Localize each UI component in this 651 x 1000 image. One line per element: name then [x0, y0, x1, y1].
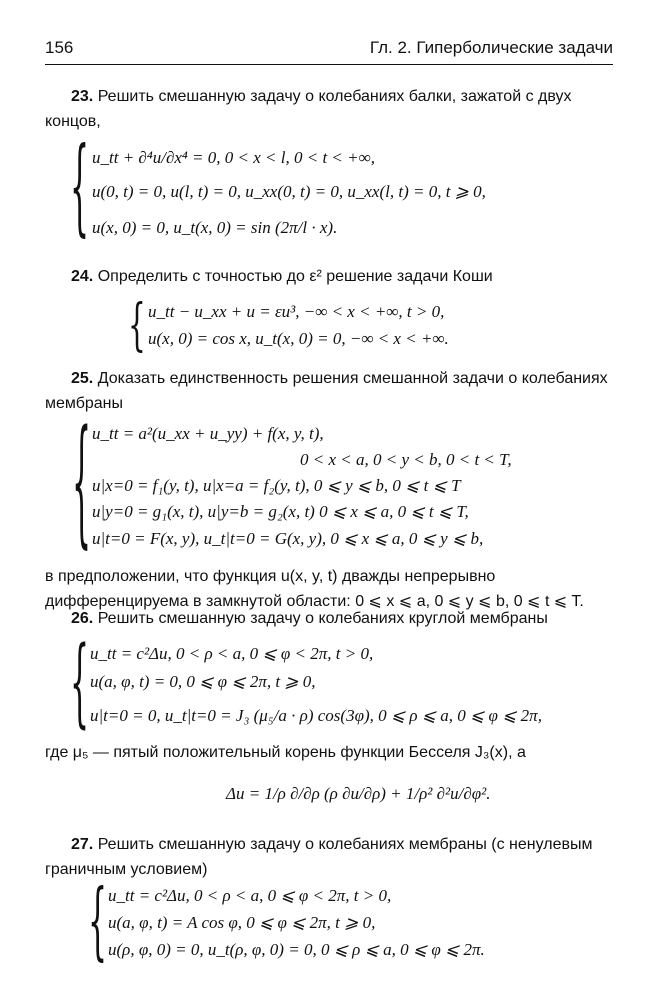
system-brace: { [70, 628, 90, 741]
problem-26-statement [45, 606, 613, 631]
equation-line: u|x=0 = f₁(y, t), u|x=a = f₂(y, t), 0 ⩽ y ⩽ b, 0 ⩽ t ⩽ T [92, 476, 461, 495]
equation-line: u_tt = c²Δu, 0 < ρ < a, 0 ⩽ φ < 2π, t > 0, [90, 644, 374, 663]
equation-line: u|t=0 = 0, u_t|t=0 = J₃ (μ₅/a · ρ) cos(3φ), 0 ⩽ ρ ⩽ a, 0 ⩽ φ ⩽ 2π, [90, 706, 542, 725]
problem-number: 25. [71, 370, 94, 387]
equation-line: u(ρ, φ, 0) = 0, u_t(ρ, φ, 0) = 0, 0 ⩽ ρ ⩽ a, 0 ⩽ φ ⩽ 2π. [108, 940, 485, 959]
problem-25-condition: в предположении, что функция u(x, y, t) дважды непрерывно дифференцируема в замкнутой области: 0 ⩽ x ⩽ a, 0 ⩽ y ⩽ b, 0 ⩽ t ⩽ T. [45, 568, 584, 610]
problem-23-system [70, 127, 630, 250]
problem-24-statement [45, 264, 613, 289]
equation-line: u|t=0 = F(x, y), u_t|t=0 = G(x, y), 0 ⩽ x ⩽ a, 0 ⩽ y ⩽ b, [92, 529, 484, 548]
chapter-title: Гл. 2. Гиперболические задачи [369, 38, 613, 57]
problem-text: Решить смешанную задачу о колебаниях круглой мембраны [97, 610, 548, 627]
system-brace: { [88, 873, 108, 972]
problem-number: 24. [71, 268, 94, 285]
system-brace: { [128, 292, 146, 358]
problem-number: 27. [71, 836, 94, 853]
problem-text: Доказать единственность решения смешанной задачи о колебаниях мембраны [45, 370, 608, 412]
problem-27-statement [45, 832, 613, 882]
equation-line: u_tt − u_xx + u = εu³, −∞ < x < +∞, t > 0, [148, 302, 445, 321]
equation-line: u(x, 0) = cos x, u_t(x, 0) = 0, −∞ < x < +∞. [148, 329, 449, 348]
problem-number: 23. [71, 88, 94, 105]
equation-line: u(x, 0) = 0, u_t(x, 0) = sin (2π/l · x). [92, 218, 338, 237]
problem-number: 26. [71, 610, 94, 627]
header-rule [45, 64, 613, 65]
page-number: 156 [45, 38, 74, 57]
equation-line: u_tt = c²Δu, 0 < ρ < a, 0 ⩽ φ < 2π, t > 0, [108, 886, 392, 905]
laplacian-formula: Δu = 1/ρ ∂/∂ρ (ρ ∂u/∂ρ) + 1/ρ² ∂²u/∂φ². [226, 784, 491, 803]
system-brace: { [72, 404, 92, 566]
equation-line: 0 < x < a, 0 < y < b, 0 < t < T, [300, 450, 512, 469]
problem-26-system [70, 628, 640, 741]
equation-line: u|y=0 = g₁(x, t), u|y=b = g₂(x, t) 0 ⩽ x ⩽ a, 0 ⩽ t ⩽ T, [92, 502, 469, 521]
problem-25-statement [45, 366, 613, 416]
problem-text: Определить с точностью до ε² решение задачи Коши [97, 268, 493, 285]
problem-23-statement [45, 84, 613, 134]
running-header [45, 38, 613, 64]
problem-text: Решить смешанную задачу о колебаниях мембраны (с ненулевым граничным условием) [45, 836, 593, 878]
equation-line: u(0, t) = 0, u(l, t) = 0, u_xx(0, t) = 0, u_xx(l, t) = 0, t ⩾ 0, [92, 182, 486, 201]
problem-26-note: где μ₅ — пятый положительный корень функции Бесселя J₃(x), а [45, 744, 526, 761]
problem-25-system [72, 404, 632, 566]
equation-line: u(a, φ, t) = A cos φ, 0 ⩽ φ ⩽ 2π, t ⩾ 0, [108, 913, 376, 932]
system-brace: { [70, 127, 90, 250]
problem-27-system [88, 873, 628, 972]
equation-line: u_tt = a²(u_xx + u_yy) + f(x, y, t), [92, 424, 324, 443]
equation-line: u(a, φ, t) = 0, 0 ⩽ φ ⩽ 2π, t ⩾ 0, [90, 672, 316, 691]
equation-line: u_tt + ∂⁴u/∂x⁴ = 0, 0 < x < l, 0 < t < +∞, [92, 148, 375, 167]
problem-24-system [128, 292, 628, 358]
problem-text: Решить смешанную задачу о колебаниях балки, зажатой с двух концов, [45, 88, 572, 130]
